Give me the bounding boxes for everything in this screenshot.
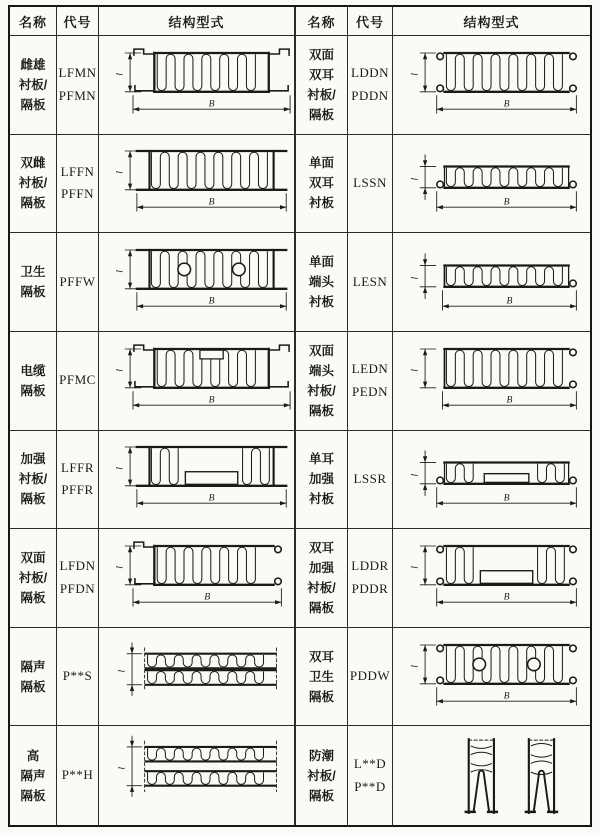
figure-LDDN [396,40,588,130]
name-line: 隔板 [308,403,334,418]
name-cell [296,135,348,234]
code-cell [348,529,393,628]
figure-LFDN [101,533,293,623]
code-label: PDDN [351,87,389,103]
code-label: LEDN [351,360,389,376]
name-line: 衬板 [308,295,334,310]
name-line: 双耳 [308,649,334,664]
header-code-right: 代号 [348,7,393,36]
name-line: 卫生 [308,669,334,684]
code-label: LFMN [58,65,97,81]
figure-LEDN [396,336,588,426]
code-cell [57,233,99,332]
name-line: 双耳 [308,67,334,82]
figure-cell [393,332,590,431]
name-cell [296,628,348,727]
figure-cell [99,332,296,431]
name-cell [296,36,348,135]
name-line: 衬板/ [307,768,336,783]
name-line: 双耳 [308,540,334,555]
svg-text:B: B [503,689,510,701]
code-label: PFMC [59,372,96,388]
name-cell [10,233,57,332]
code-label: LFFN [60,163,95,179]
header-name-right: 名称 [296,7,348,36]
name-line: 隔板 [20,679,46,694]
code-cell [57,726,99,825]
figure-cell [393,628,590,727]
name-cell [10,726,57,825]
figure-PDDW [396,632,588,722]
figure-cell [99,628,296,727]
code-label: LDDR [351,558,389,574]
code-cell [348,135,393,234]
figure-cell [393,135,590,234]
name-cell [10,628,57,727]
figure-LSSR [396,434,588,524]
code-label: P**H [61,767,94,783]
svg-text:B: B [208,295,215,307]
code-label: PFFR [61,482,94,498]
svg-text:l: l [408,72,420,76]
code-label: LSSR [353,470,387,486]
svg-text:B: B [208,196,215,208]
svg-text:B: B [503,196,510,208]
name-line: 双面 [20,550,46,565]
code-cell [57,332,99,431]
figure-LxxD [396,731,588,821]
svg-text:l: l [113,270,125,273]
code-label: PDDR [351,580,389,596]
name-line: 端头 [308,363,334,378]
name-line: 衬板 [308,492,334,507]
svg-text:B: B [505,394,512,406]
svg-text:B: B [503,98,510,110]
name-line: 隔板 [20,97,46,112]
name-cell [10,135,57,234]
svg-text:l: l [115,669,127,673]
name-line: 隔声 [20,659,46,674]
figure-cell [99,529,296,628]
svg-text:B: B [503,591,510,603]
figure-cell [99,431,296,530]
svg-text:l: l [113,171,125,175]
figure-LFFN [101,138,293,228]
figure-cell [99,135,296,234]
name-line: 加强 [20,452,46,467]
name-line: 衬板/ [18,176,48,191]
header-code-left: 代号 [57,7,99,36]
code-cell [348,233,393,332]
svg-text:B: B [505,295,512,307]
name-line: 隔板 [308,107,334,122]
name-line: 防潮 [308,748,334,763]
figure-cell [99,726,296,825]
name-cell [296,431,348,530]
name-line: 隔板 [20,196,46,211]
code-cell [57,135,99,234]
name-line: 衬板 [308,196,334,211]
name-line: 隔板 [308,689,334,704]
code-label: PFDN [59,580,96,596]
name-line: 卫生 [20,265,46,280]
code-cell [348,36,393,135]
name-line: 衬板/ [307,87,336,102]
code-cell [57,628,99,727]
name-cell [296,726,348,825]
svg-text:l: l [113,467,125,470]
svg-text:l: l [408,474,420,477]
name-line: 衬板/ [307,580,336,595]
name-line: 加强 [308,560,334,575]
name-cell [10,529,57,628]
header-structure-right: 结构型式 [393,7,590,36]
figure-PFFW [101,237,293,327]
name-line: 单面 [308,156,334,171]
spec-table [8,5,592,827]
figure-cell [393,233,590,332]
name-line: 衬板/ [18,570,48,585]
figure-PxxH [101,731,293,821]
code-cell [348,628,393,727]
name-line: 隔板 [20,285,46,300]
svg-text:l: l [408,178,420,181]
name-cell [10,332,57,431]
code-label: LDDN [350,65,390,81]
name-line: 隔声 [20,768,46,783]
name-line: 隔板 [20,788,46,803]
name-line: 单耳 [308,452,334,467]
name-line: 加强 [308,472,334,487]
code-label: PEDN [352,383,388,399]
figure-cell [99,233,296,332]
name-line: 隔板 [20,383,46,398]
name-line: 雌雄 [20,57,46,72]
svg-text:l: l [408,276,420,280]
name-line: 单面 [308,255,334,270]
code-label: P**S [62,668,93,684]
name-cell [296,529,348,628]
figure-cell [393,529,590,628]
name-line: 隔板 [308,600,334,615]
code-label: LSSN [353,175,387,191]
code-cell [57,431,99,530]
code-label: LFDN [59,558,96,574]
code-cell [57,529,99,628]
figure-cell [393,431,590,530]
svg-text:l: l [115,766,127,770]
svg-text:l: l [113,72,125,76]
name-cell [10,36,57,135]
code-cell [57,36,99,135]
name-cell [296,332,348,431]
name-line: 双面 [308,343,334,358]
name-line: 隔板 [20,590,46,605]
name-line: 双耳 [308,176,334,191]
svg-text:l: l [408,368,420,372]
figure-cell [99,36,296,135]
name-cell [296,233,348,332]
name-line: 衬板/ [18,472,48,487]
figure-PFMC [101,336,293,426]
code-label: PFFW [59,273,96,289]
svg-text:l: l [408,664,420,668]
code-label: PFFN [60,186,95,202]
name-line: 衬板/ [307,383,336,398]
figure-LFMN [101,40,293,130]
name-line: 端头 [308,275,334,290]
code-label: PFMN [58,87,97,103]
figure-PxxS [101,632,293,722]
figure-LDDR [396,533,588,623]
svg-text:l: l [113,565,125,569]
code-label: LESN [352,273,388,289]
name-line: 电缆 [20,363,46,378]
name-line: 高 [26,748,40,763]
code-label: PDDW [349,668,391,684]
svg-text:B: B [208,394,215,406]
code-cell [348,332,393,431]
name-line: 衬板/ [18,77,48,92]
code-cell [348,726,393,825]
name-line: 双雌 [20,156,46,171]
header-name-left: 名称 [10,7,57,36]
svg-text:B: B [203,591,210,603]
name-line: 双面 [308,47,334,62]
svg-text:B: B [208,98,215,110]
svg-text:l: l [408,565,420,569]
figure-LSSN [396,138,588,228]
svg-text:B: B [503,492,510,504]
svg-text:B: B [208,492,215,504]
name-line: 隔板 [308,788,334,803]
name-cell [10,431,57,530]
code-label: L**D [353,755,387,771]
svg-text:l: l [113,368,125,372]
figure-LFFR [101,434,293,524]
figure-cell [393,36,590,135]
code-label: P**D [354,778,386,794]
figure-LESN [396,237,588,327]
name-line: 隔板 [20,492,46,507]
header-structure-left: 结构型式 [99,7,296,36]
figure-cell [393,726,590,825]
code-cell [348,431,393,530]
code-label: LFFR [60,459,95,475]
